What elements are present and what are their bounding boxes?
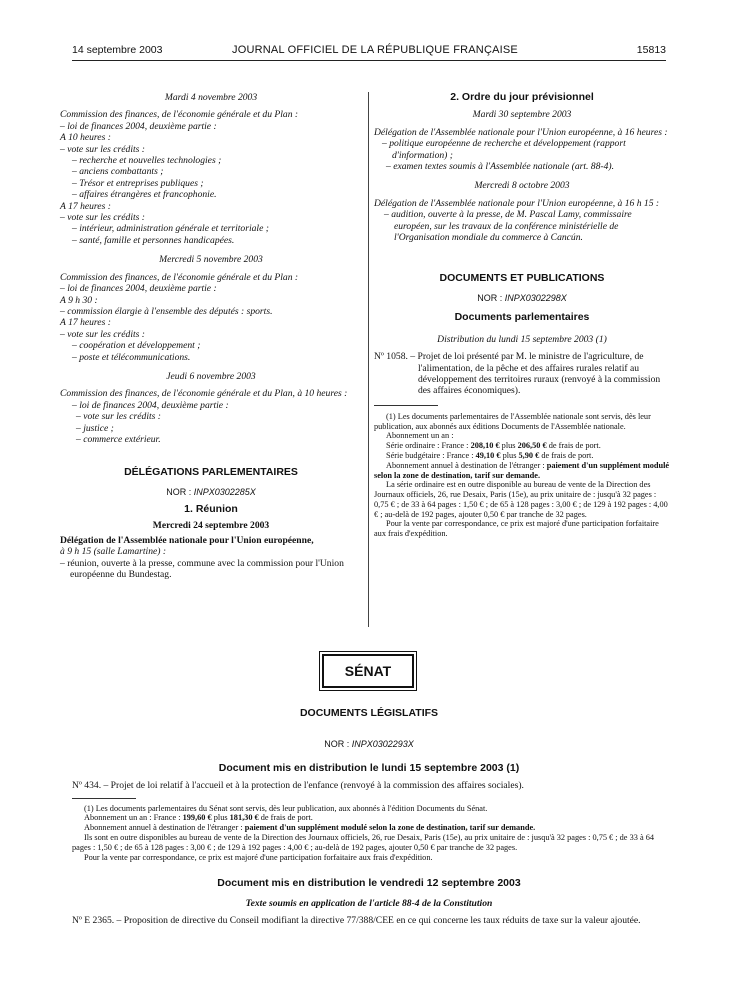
time-line: A 17 heures : (60, 200, 111, 212)
nor-reference: NOR : INPX0302298X (477, 292, 567, 303)
journal-title: JOURNAL OFFICIEL DE LA RÉPUBLIQUE FRANÇAISE (232, 44, 518, 56)
subsection-title: Document mis en distribution le vendredi 12 septembre 2003 (217, 877, 521, 890)
footnote-text: Abonnement annuel à destination de l'étranger : paiement d'un supplément modulé selon la zone de destination, tarif sur demande. (84, 823, 536, 833)
nor-reference: NOR : INPX0302293X (324, 739, 414, 750)
footnote-text: (1) Les documents parlementaires de l'Assemblée nationale sont servis, dès leur publication, aux abonnés aux éditions Documents de l'Assemblée nationale. (374, 411, 651, 431)
section-title: DOCUMENTS ET PUBLICATIONS (439, 272, 605, 285)
agenda-subitem: – recherche et nouvelles technologies ; (72, 155, 222, 167)
document-entry: Nº E 2365. – Proposition de directive du Conseil modifiant la directive 77/388/CEE en ce qui concerne les taux réduits de taxe sur la valeur ajoutée. (72, 915, 641, 927)
footnotes (72, 804, 666, 863)
session-date: Jeudi 6 novembre 2003 (166, 370, 256, 382)
section-title: DÉLÉGATIONS PARLEMENTAIRES (124, 466, 298, 479)
agenda-item: – commission élargie à l'ensemble des députés : sports. (60, 305, 273, 317)
delegation-name: Délégation de l'Assemblée nationale pour l'Union européenne, (60, 535, 314, 546)
footnote-text: Abonnement annuel à destination de l'étranger : paiement d'un supplément modulé selon la zone de destination, tarif sur demande. (374, 460, 670, 480)
subsection-title: 1. Réunion (184, 503, 238, 516)
distribution-date: Distribution du lundi 15 septembre 2003 (1) (437, 333, 607, 345)
session-date: Mardi 30 septembre 2003 (472, 109, 572, 121)
footnote-price: Série ordinaire : France : 208,10 € plus 206,50 € de frais de port. (386, 441, 601, 451)
right-column (374, 92, 670, 539)
footnote-price: Abonnement un an : France : 199,60 € plus 181,30 € de frais de port. (84, 813, 313, 823)
time-line: A 17 heures : (60, 317, 111, 329)
column-divider (368, 92, 369, 627)
subsection-title: Document mis en distribution le lundi 15 septembre 2003 (1) (218, 761, 520, 774)
footnote-text: Abonnement un an : (386, 431, 454, 441)
agenda-subitem: – santé, famille et personnes handicapées. (72, 234, 235, 246)
agenda-item: – réunion, ouverte à la presse, commune avec la commission pour l'Union européenne du Bundestag. (60, 557, 344, 581)
footnote-text: (1) Les documents parlementaires du Sénat sont servis, dès leur publication, aux abonnés à l'édition Documents du Sénat. (84, 803, 488, 813)
session-date: Mercredi 8 octobre 2003 (474, 180, 570, 192)
subsection-title: Documents parlementaires (454, 311, 590, 324)
left-column (60, 92, 362, 581)
agenda-item: – vote sur les crédits : (60, 212, 145, 224)
delegation-line: Délégation de l'Assemblée nationale pour l'Union européenne, à 16 heures : (374, 126, 668, 138)
agenda-subitem: – intérieur, administration générale et territoriale ; (72, 223, 269, 235)
footnote-price: Série budgétaire : France : 49,10 € plus 5,90 € de frais de port. (386, 450, 594, 460)
document-entry: Nº 434. – Projet de loi relatif à l'accueil et à la protection de l'enfance (renvoyé à la commission des affaires sociales). (72, 780, 524, 792)
senat-section (72, 708, 666, 927)
header-date: 14 septembre 2003 (72, 44, 163, 56)
agenda-item: – examen textes soumis à l'Assemblée nationale (art. 88-4). (386, 161, 614, 173)
commission-line: Commission des finances, de l'économie générale et du Plan, à 10 heures : (60, 388, 348, 400)
subsection-title: 2. Ordre du jour prévisionnel (450, 91, 594, 103)
senat-box-title: SÉNAT (322, 654, 414, 688)
nor-reference: NOR : INPX0302285X (166, 486, 256, 497)
agenda-item: – loi de finances 2004, deuxième partie : (60, 283, 217, 295)
delegation-time: à 9 h 15 (salle Lamartine) : (60, 546, 167, 558)
meeting-date: Mercredi 24 septembre 2003 (152, 519, 270, 531)
footnote-text: Pour la vente par correspondance, ce prix est majoré d'une participation forfaitaire aux frais d'expédition. (374, 519, 659, 539)
running-header (0, 44, 750, 60)
agenda-item: – audition, ouverte à la presse, de M. Pascal Lamy, commissaire européen, sur les travaux de la conférence ministérielle de l'Organisation mondiale du commerce à Cancún. (384, 209, 632, 244)
agenda-subitem: – anciens combattants ; (72, 166, 164, 178)
footnote-text: Ils sont en outre disponibles au bureau de vente de la Direction des Journaux officiels, 26, rue Desaix, Paris (15e), au prix unitaire de : jusqu'à 32 pages : 0,75 € ; de 33 à 64 pages : 1,50 € ; de 65 à 128 pages : 3,00 € ; de 129 à 192 pages : 4,00 € ; au-delà de 192 pages, ajouter 0,50 € par tranche de 32 pages. (72, 833, 654, 852)
agenda-subitem: – justice ; (76, 422, 114, 434)
commission-line: Commission des finances, de l'économie générale et du Plan : (60, 271, 299, 283)
session-date: Mardi 4 novembre 2003 (164, 92, 258, 103)
agenda-item: – loi de finances 2004, deuxième partie : (72, 399, 229, 411)
header-rule (72, 60, 666, 61)
time-line: A 10 heures : (60, 132, 111, 144)
section-title: DOCUMENTS LÉGISLATIFS (299, 707, 439, 719)
session-date: Mercredi 5 novembre 2003 (159, 254, 263, 266)
subsection-subtitle: Texte soumis en application de l'article 88-4 de la Constitution (245, 897, 493, 909)
agenda-subitem: – vote sur les crédits : (76, 411, 161, 423)
agenda-subitem: – coopération et développement ; (72, 340, 201, 352)
commission-line: Commission des finances, de l'économie générale et du Plan : (60, 109, 299, 121)
agenda-item: – vote sur les crédits : (60, 143, 145, 155)
page-number: 15813 (636, 44, 666, 56)
footnote-text: Pour la vente par correspondance, ce prix est majoré d'une participation forfaitaire aux frais d'expédition. (84, 852, 433, 862)
footnote-text: La série ordinaire est en outre disponible au bureau de vente de la Direction des Journaux officiels, 26, rue Desaix, Paris (15e), au prix unitaire de : jusqu'à 32 pages : 0,75 € ; de 33 à 64 pages : 1,50 € ; de 65 à 128 pages : 3,00 € ; de 129 à 192 pages : 4,00 € ; au-delà de 192 pages, ajouter 0,50 € par tranche de 32 pages. (374, 480, 668, 519)
document-entry: Nº 1058. – Projet de loi présenté par M. le ministre de l'agriculture, de l'alimentation, de la pêche et des affaires rurales relatif au développement des territoires ruraux (renvoyé à la commission des affaires économiques). (374, 351, 661, 397)
agenda-subitem: – Trésor et entreprises publiques ; (72, 177, 204, 189)
agenda-subitem: – affaires étrangères et francophonie. (72, 189, 217, 201)
agenda-item: – loi de finances 2004, deuxième partie : (60, 120, 217, 132)
agenda-subitem: – commerce extérieur. (76, 433, 161, 445)
footnote-rule (374, 405, 438, 406)
time-line: A 9 h 30 : (60, 294, 98, 306)
delegation-line: Délégation de l'Assemblée nationale pour l'Union européenne, à 16 h 15 : (374, 197, 660, 209)
agenda-subitem: – poste et télécommunications. (72, 351, 191, 363)
agenda-item: – politique européenne de recherche et développement (rapport d'information) ; (382, 138, 626, 161)
agenda-item: – vote sur les crédits : (60, 328, 145, 340)
footnotes (374, 412, 670, 539)
footnote-rule (72, 798, 136, 799)
